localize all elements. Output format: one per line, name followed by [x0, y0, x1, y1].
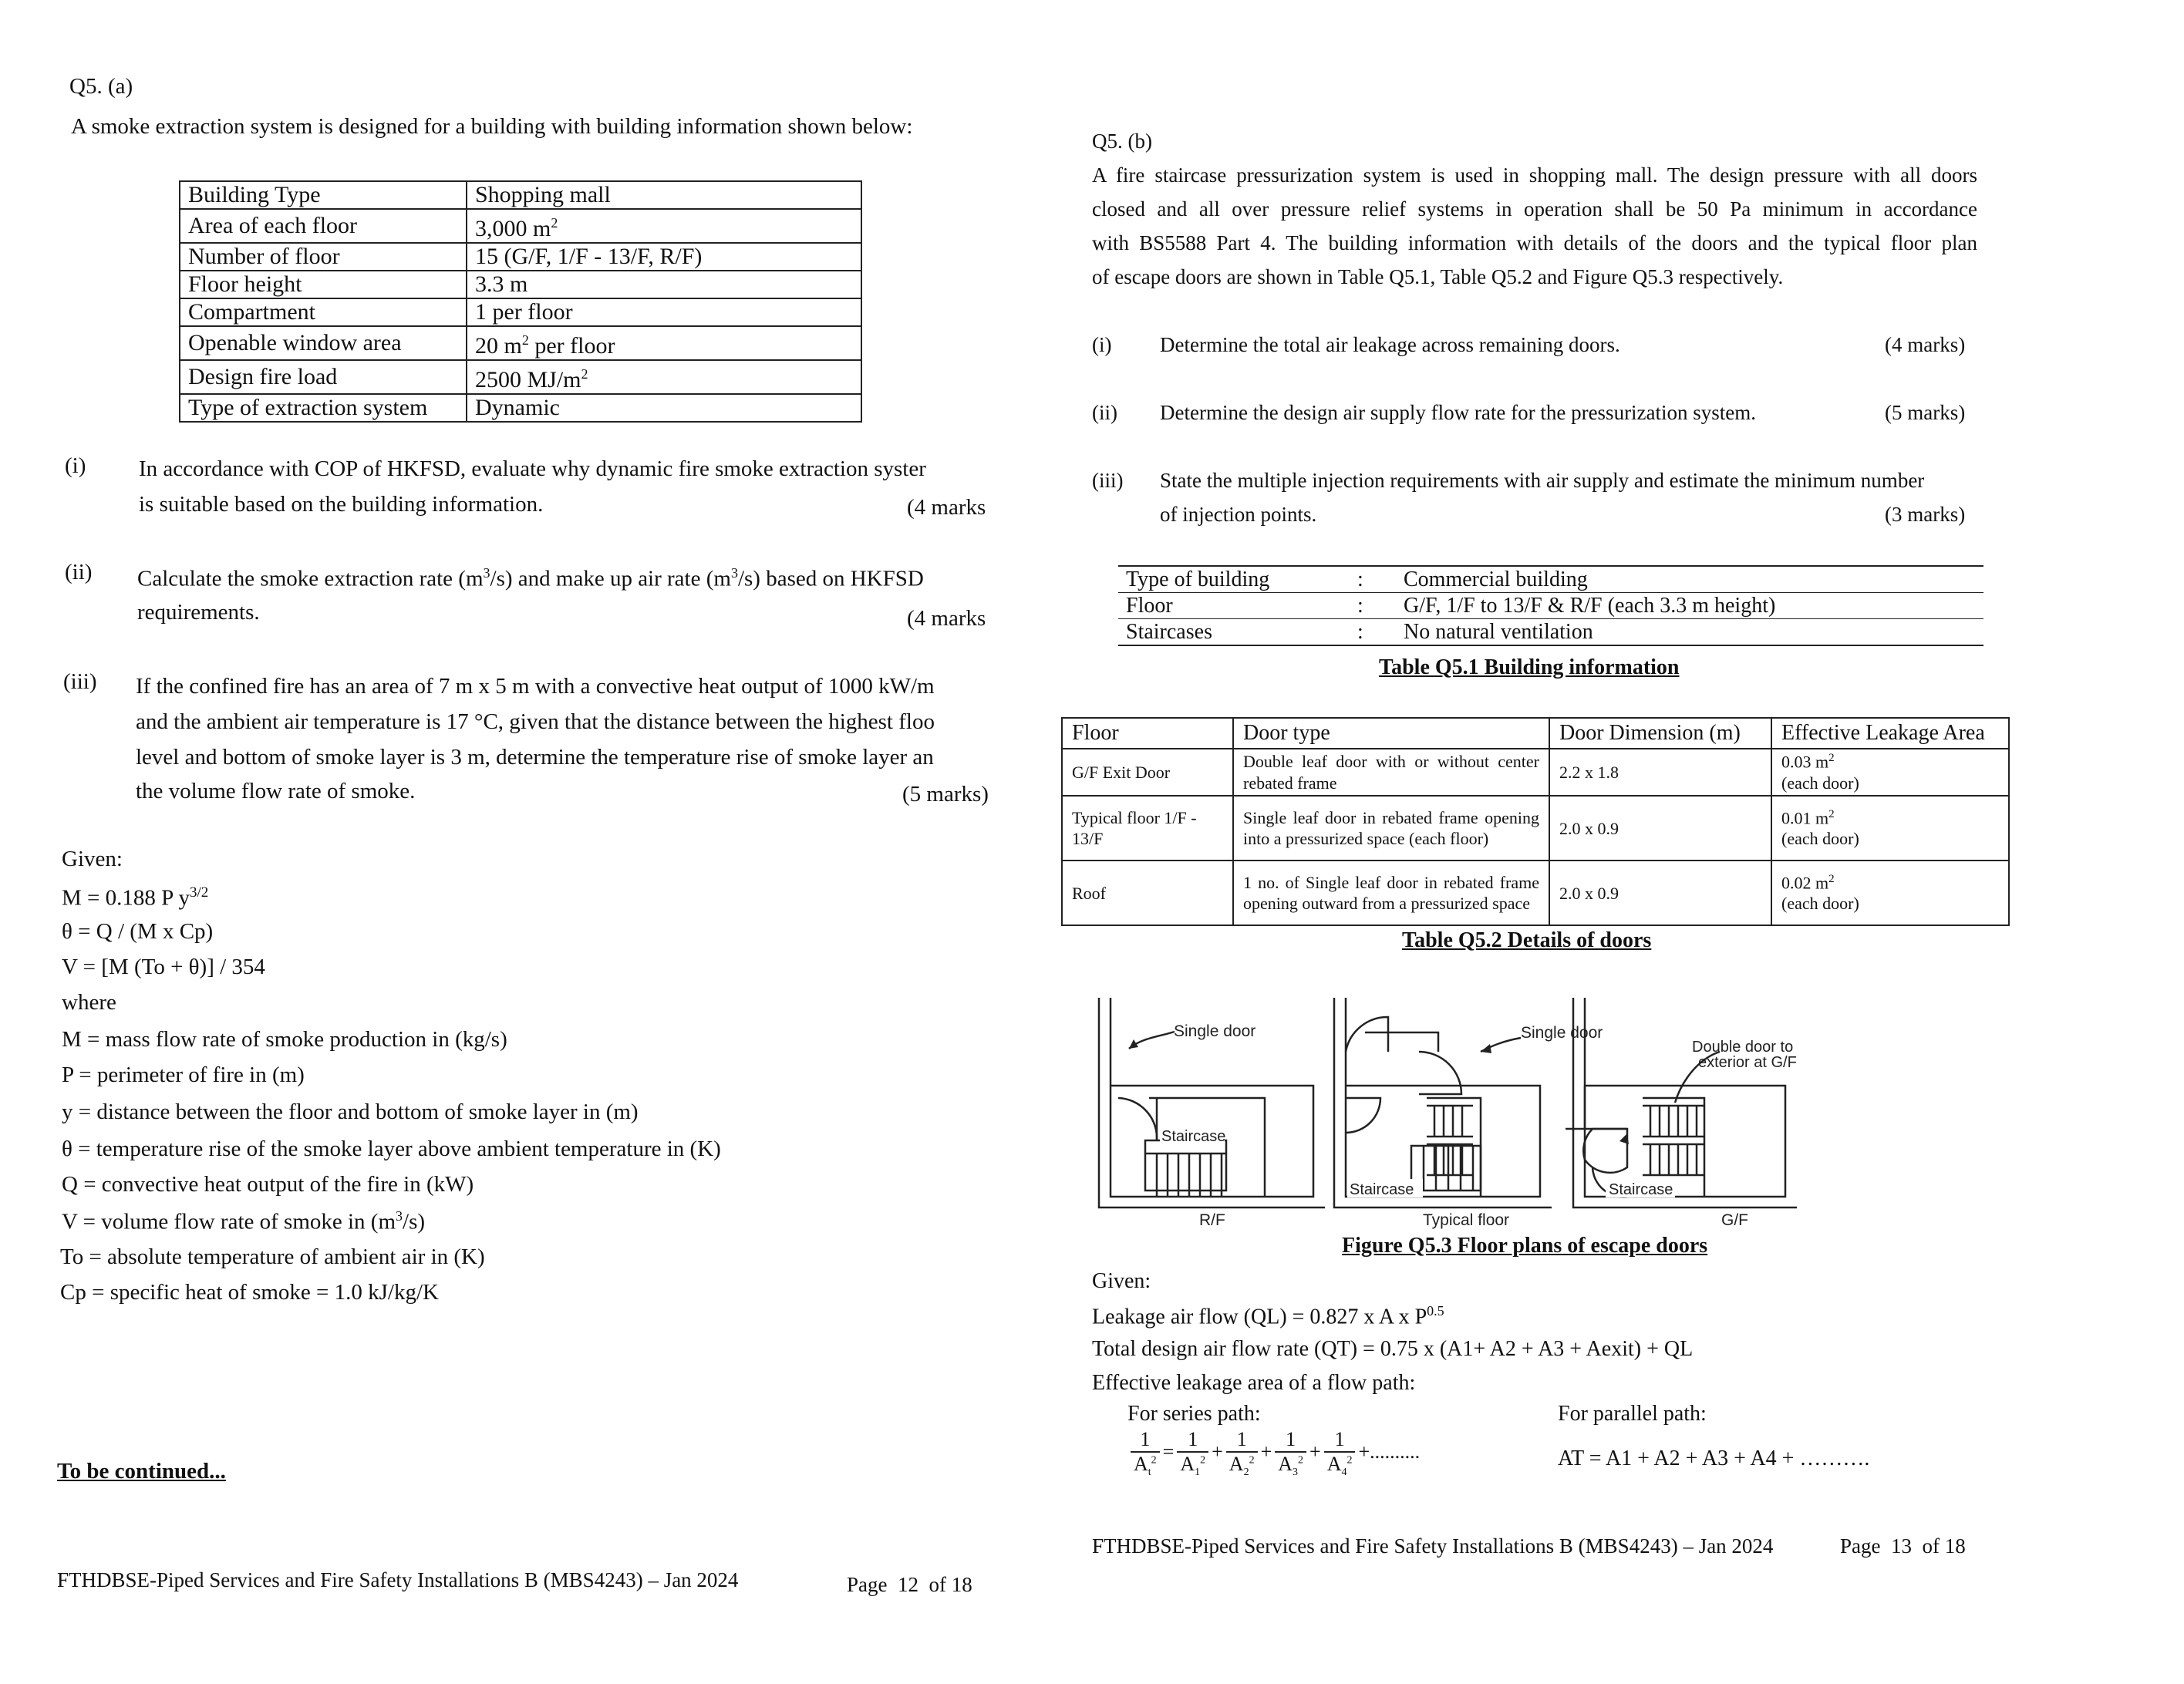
- q5b-i-marks: (4 marks): [1885, 333, 1966, 356]
- q5b-intro-l2: closed and all over pressure relief systems in operation shall be 50 Pa minimum in accordance: [1092, 197, 1977, 221]
- q5b-intro-l3: with BS5588 Part 4. The building information with details of the doors and the typical floor plan: [1092, 231, 1977, 254]
- equation-m: M = 0.188 P $y^{3/2}$: [62, 884, 209, 911]
- to-be-continued: To be continued...: [57, 1459, 226, 1484]
- rf-plan-label: R/F: [1199, 1211, 1225, 1229]
- q5b-label: Q5. (b): [1092, 130, 1152, 153]
- table-row: [1118, 593, 1983, 619]
- q5b-intro-l1: A fire staircase pressurization system is used in shopping mall. The design pressure with all doors: [1092, 163, 1977, 187]
- q5a-ii-marks: (4 marks: [907, 606, 986, 631]
- gf-staircase-label: Staircase: [1609, 1181, 1673, 1198]
- table-row: [180, 181, 861, 209]
- table-cell: Number of floor: [180, 243, 467, 271]
- table-cell: 1 no. of Single leaf door in rebated frame opening outward from a pressurized space: [1233, 861, 1549, 925]
- table-cell: Building Type: [180, 181, 467, 209]
- q5a-i-line2: is suitable based on the building information.: [139, 492, 544, 517]
- q5a-iii-line1: If the confined fire has an area of 7 m x 5 m with a convective heat output of 1000 kW/m: [136, 674, 935, 699]
- q5b-i-number: (i): [1092, 333, 1112, 356]
- def-p: P = perimeter of fire in (m): [62, 1063, 305, 1087]
- q5b-iii-number: (iii): [1092, 469, 1124, 492]
- table-row: [180, 360, 861, 394]
- table-cell: G/F, 1/F to 13/F & R/F (each 3.3 m height): [1396, 593, 1983, 619]
- table-cell: Design fire load: [180, 360, 467, 394]
- table-row: [1062, 749, 2009, 796]
- q5b-ii-number: (ii): [1092, 401, 1117, 424]
- series-path-equation: $\frac{1}{A_t^2}$ = $\frac{1}{A_1^2}$ + $\frac{1}{A_2^2}$ + $\frac{1}{A_3^2}$ + $\frac{1}{A_4^2}$ +..........: [1127, 1428, 1420, 1479]
- q5a-iii-line2: and the ambient air temperature is 17 °C, given that the distance between the highest floo: [136, 709, 935, 734]
- effective-area-label: Effective leakage area of a flow path:: [1092, 1371, 1416, 1395]
- table-cell: Floor height: [180, 271, 467, 298]
- table-cell: 20 $m^2$ per floor: [467, 326, 861, 360]
- table-cell: 0.01 $m^2$ (each door): [1771, 796, 2009, 861]
- gf-double-door-label-2: exterior at G/F: [1698, 1054, 1797, 1071]
- table-cell: 15 (G/F, 1/F - 13/F, R/F): [467, 243, 861, 271]
- left-footer: FTHDBSE-Piped Services and Fire Safety Installations B (MBS4243) – Jan 2024: [57, 1568, 739, 1591]
- table-cell: Type of extraction system: [180, 394, 467, 422]
- leakage-equation: Leakage air flow (QL) = 0.827 x A x $P^{0.5}$: [1092, 1303, 1444, 1329]
- def-cp: Cp = specific heat of smoke = 1.0 kJ/kg/K: [60, 1280, 439, 1305]
- table-cell: No natural ventilation: [1396, 619, 1983, 646]
- table-cell: 0.03 $m^2$ (each door): [1771, 749, 2009, 796]
- def-y: y = distance between the floor and bottom of smoke layer in (m): [62, 1100, 639, 1124]
- given-label: Given:: [62, 847, 123, 871]
- table-header: Door type: [1233, 718, 1549, 749]
- table-header-row: [1062, 718, 2009, 749]
- table-cell: 3,000 $m^2$: [467, 209, 861, 243]
- building-info-table: [179, 180, 862, 423]
- table-cell: Commercial building: [1396, 566, 1983, 593]
- table-cell: Dynamic: [467, 394, 861, 422]
- table-cell: Roof: [1062, 861, 1233, 925]
- right-given-label: Given:: [1092, 1269, 1151, 1293]
- q5a-ii-line1: Calculate the smoke extraction rate $(m^3/s)$ and make up air rate $(m^3/s)$ based on HKFSD: [137, 565, 924, 591]
- figure-q53-caption: Figure Q5.3 Floor plans of escape doors: [1342, 1234, 1708, 1258]
- table-cell: 0.02 $m^2$ (each door): [1771, 861, 2009, 925]
- table-cell: 2500 $MJ/m^2$: [467, 360, 861, 394]
- q5a-ii-number: (ii): [65, 560, 93, 584]
- series-path-label: For series path:: [1127, 1402, 1261, 1426]
- table-cell: G/F Exit Door: [1062, 749, 1233, 796]
- typical-plan-label: Typical floor: [1423, 1211, 1510, 1229]
- table-q52-caption: Table Q5.2 Details of doors: [1402, 928, 1652, 952]
- q5a-intro: A smoke extraction system is designed for a building with building information shown below:: [71, 114, 913, 139]
- rf-staircase-label: Staircase: [1161, 1128, 1226, 1145]
- table-row: [180, 298, 861, 326]
- table-cell: Double leaf door with or without center rebated frame: [1233, 749, 1549, 796]
- equation-theta: θ = Q / (M x Cp): [62, 919, 214, 944]
- q5b-i-text: Determine the total air leakage across remaining doors.: [1160, 333, 1620, 356]
- table-cell: 1 per floor: [467, 298, 861, 326]
- q5b-iii-line1: State the multiple injection requirements with air supply and estimate the minimum number: [1160, 469, 1925, 492]
- total-flow-equation: Total design air flow rate (QT) = 0.75 x (A1+ A2 + A3 + Aexit) + QL: [1092, 1337, 1694, 1361]
- table-header: Effective Leakage Area: [1771, 718, 2009, 749]
- table-cell: 2.2 x 1.8: [1549, 749, 1771, 796]
- def-v: V = volume flow rate of smoke in $(m^3/s)$: [62, 1208, 426, 1234]
- table-row: [180, 326, 861, 360]
- floor-plans-figure: [1087, 990, 1859, 1229]
- q5b-ii-text: Determine the design air supply flow rate for the pressurization system.: [1160, 401, 1757, 424]
- right-footer: FTHDBSE-Piped Services and Fire Safety Installations B (MBS4243) – Jan 2024: [1092, 1534, 1774, 1558]
- q5a-i-number: (i): [65, 453, 86, 478]
- q5b-iii-line2: of injection points.: [1160, 503, 1317, 526]
- table-cell: :: [1350, 619, 1396, 646]
- def-theta: θ = temperature rise of the smoke layer above ambient temperature in (K): [62, 1137, 721, 1161]
- q5a-i-marks: (4 marks: [907, 495, 986, 520]
- q5b-iii-marks: (3 marks): [1885, 503, 1966, 526]
- q5b-intro-l4: of escape doors are shown in Table Q5.1, Table Q5.2 and Figure Q5.3 respectively.: [1092, 265, 1784, 288]
- door-details-table: [1061, 717, 2010, 926]
- def-to: To = absolute temperature of ambient air in (K): [60, 1244, 485, 1269]
- table-row: [180, 209, 861, 243]
- rf-single-door-label: Single door: [1174, 1022, 1256, 1040]
- q5a-iii-marks: (5 marks): [902, 782, 989, 807]
- typical-single-door-label: Single door: [1521, 1024, 1603, 1042]
- table-cell: :: [1350, 593, 1396, 619]
- table-row: [1062, 796, 2009, 861]
- table-row: [1062, 861, 2009, 925]
- q5a-ii-line2: requirements.: [137, 600, 260, 625]
- table-cell: Compartment: [180, 298, 467, 326]
- building-info-table-q51: [1118, 565, 1983, 646]
- table-cell: Typical floor 1/F - 13/F: [1062, 796, 1233, 861]
- table-cell: Single leaf door in rebated frame opening into a pressurized space (each floor): [1233, 796, 1549, 861]
- parallel-path-equation: AT = A1 + A2 + A3 + A4 + ……….: [1558, 1447, 1870, 1470]
- def-q: Q = convective heat output of the fire in (kW): [62, 1172, 474, 1197]
- table-cell: Type of building: [1118, 566, 1350, 593]
- q5b-ii-marks: (5 marks): [1885, 401, 1966, 424]
- table-header: Floor: [1062, 718, 1233, 749]
- table-cell: Shopping mall: [467, 181, 861, 209]
- table-row: [180, 271, 861, 298]
- where-label: where: [62, 990, 116, 1015]
- q5a-i-line1: In accordance with COP of HKFSD, evaluate why dynamic fire smoke extraction syster: [139, 456, 926, 481]
- table-cell: 2.0 x 0.9: [1549, 796, 1771, 861]
- parallel-path-label: For parallel path:: [1558, 1402, 1707, 1426]
- table-cell: Openable window area: [180, 326, 467, 360]
- table-header: Door Dimension (m): [1549, 718, 1771, 749]
- q5a-iii-line3: level and bottom of smoke layer is 3 m, determine the temperature rise of smoke layer an: [136, 745, 934, 770]
- q5a-iii-number: (iii): [63, 669, 97, 694]
- table-cell: Staircases: [1118, 619, 1350, 646]
- right-page-number: Page 13 of 18: [1840, 1534, 1966, 1558]
- table-cell: 3.3 m: [467, 271, 861, 298]
- table-row: [180, 243, 861, 271]
- gf-plan-label: G/F: [1721, 1211, 1748, 1229]
- typical-staircase-label: Staircase: [1350, 1181, 1414, 1198]
- table-row: [1118, 619, 1983, 646]
- table-cell: :: [1350, 566, 1396, 593]
- table-q51-caption: Table Q5.1 Building information: [1379, 655, 1680, 679]
- table-row: [180, 394, 861, 422]
- def-m: M = mass flow rate of smoke production in (kg/s): [62, 1027, 507, 1052]
- equation-v: V = [M (To + θ)] / 354: [62, 955, 265, 979]
- q5a-label: Q5. (a): [69, 74, 133, 99]
- table-cell: Floor: [1118, 593, 1350, 619]
- table-cell: 2.0 x 0.9: [1549, 861, 1771, 925]
- table-row: [1118, 566, 1983, 593]
- q5a-iii-line4: the volume flow rate of smoke.: [136, 779, 416, 803]
- table-cell: Area of each floor: [180, 209, 467, 243]
- left-page-number: Page 12 of 18: [847, 1573, 972, 1596]
- gf-double-door-label-1: Double door to: [1692, 1039, 1794, 1056]
